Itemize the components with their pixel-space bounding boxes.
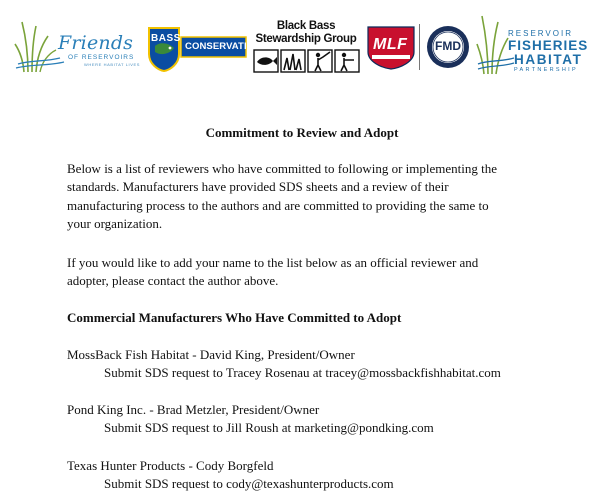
stewardship-pictograms-icon xyxy=(252,49,360,73)
intro-line: manufacturing process to the authors and are committed to providing the same to xyxy=(67,197,489,213)
bbsg-line-2: Stewardship Group xyxy=(255,33,357,45)
friends-logo-title: Friends xyxy=(58,32,134,54)
fmd-logo xyxy=(426,25,470,69)
black-bass-stewardship-group-logo xyxy=(252,20,360,76)
reservoir-fisheries-habitat-partnership-logo xyxy=(476,14,604,76)
manufacturer-entry xyxy=(67,401,537,438)
manufacturer-company: Texas Hunter Products - Cody Borgfeld xyxy=(67,458,274,473)
bbsg-line-1: Black Bass xyxy=(276,20,336,32)
contact-line: adopter, please contact the author above. xyxy=(67,273,279,289)
bass-conservation-logo xyxy=(146,24,262,72)
fmd-text: FMD xyxy=(435,39,461,53)
manufacturer-sds-contact: Submit SDS request to cody@texashunterproducts.com xyxy=(104,476,394,492)
friends-logo-tagline: WHERE HABITAT LIVES xyxy=(84,62,141,67)
contact-paragraph xyxy=(67,254,537,291)
manufacturer-entry xyxy=(67,346,537,383)
manufacturer-sds-contact: Submit SDS request to Jill Roush at marketing@pondking.com xyxy=(104,420,434,436)
intro-line: Below is a list of reviewers who have committed to following or implementing the xyxy=(67,161,497,176)
partner-logo-bar xyxy=(0,0,610,88)
friends-of-reservoirs-logo xyxy=(14,18,142,70)
manufacturer-company: Pond King Inc. - Brad Metzler, President/Owner xyxy=(67,402,320,417)
mlf-logo xyxy=(366,24,416,70)
intro-line: your organization. xyxy=(67,216,163,232)
rfhp-line-4: PARTNERSHIP xyxy=(514,67,578,73)
document-title: Commitment to Review and Adopt xyxy=(205,125,399,140)
conservation-text: CONSERVATION xyxy=(185,41,262,52)
intro-paragraph xyxy=(67,160,537,234)
rfhp-line-1: RESERVOIR xyxy=(508,29,573,38)
rfhp-line-2: FISHERIES xyxy=(508,38,589,53)
mlf-text: MLF xyxy=(373,36,408,53)
logo-divider xyxy=(419,24,420,70)
intro-line: standards. Manufacturers have provided SDS sheets and a review of their xyxy=(67,179,449,195)
section-heading: Commercial Manufacturers Who Have Committed to Adopt xyxy=(67,310,402,325)
contact-line: If you would like to add your name to the list below as an official reviewer and xyxy=(67,255,479,270)
manufacturer-company: MossBack Fish Habitat - David King, President/Owner xyxy=(67,347,355,362)
rfhp-line-3: HABITAT xyxy=(514,52,583,67)
friends-logo-subtitle: OF RESERVOIRS xyxy=(68,54,135,61)
bass-badge-text: BASS xyxy=(151,33,181,44)
manufacturer-sds-contact: Submit SDS request to Tracey Rosenau at tracey@mossbackfishhabitat.com xyxy=(104,365,501,381)
manufacturer-entry xyxy=(67,457,537,494)
